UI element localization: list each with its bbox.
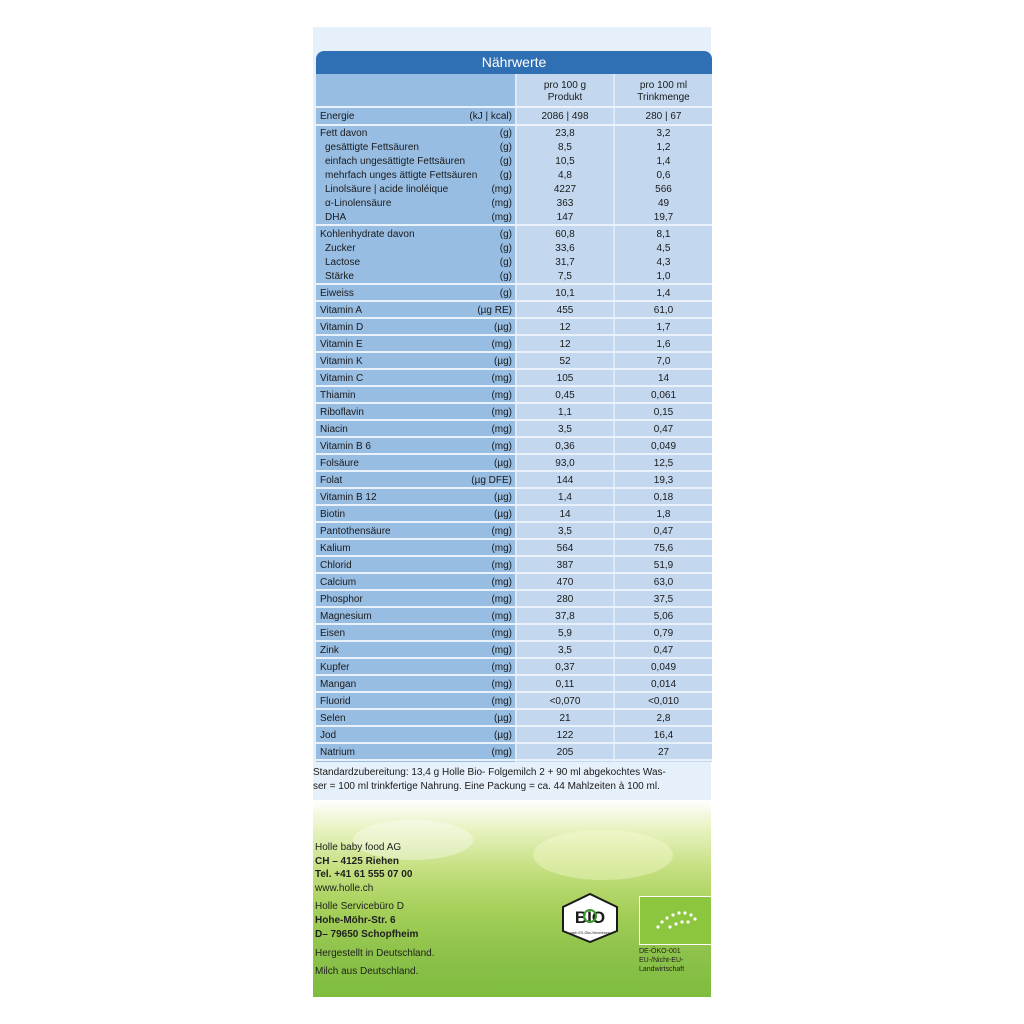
value-per-100ml: 0,15 — [653, 407, 674, 418]
value-per-100g: 7,5 — [558, 271, 572, 282]
nutrient-unit: (g) — [499, 243, 512, 254]
value-per-100g: 387 — [556, 560, 574, 571]
value-per-100g: 144 — [556, 475, 574, 486]
nutrient-unit: (mg) — [491, 594, 512, 605]
value-per-100ml: 75,6 — [653, 543, 674, 554]
cloud-highlight — [353, 820, 473, 860]
column-header-per-100g — [517, 80, 613, 104]
value-per-100ml: 280 | 67 — [645, 111, 682, 122]
eu-certification-text — [639, 947, 684, 974]
nutrient-unit: (g) — [499, 128, 512, 139]
value-per-100g: 12 — [559, 322, 571, 333]
value-per-100ml: 7,0 — [656, 356, 671, 367]
value-per-100g: 4,8 — [558, 170, 572, 181]
row-separator — [316, 742, 712, 744]
value-per-100ml: 0,014 — [650, 679, 677, 690]
nutrient-label: Vitamin A — [320, 305, 363, 316]
nutrient-unit: (µg) — [494, 713, 512, 724]
table-title: Nährwerte — [316, 51, 712, 74]
row-separator — [316, 504, 712, 506]
value-per-100ml: 49 — [657, 198, 670, 209]
nutrient-label: Vitamin E — [320, 339, 363, 350]
nutrient-unit: (µg) — [494, 509, 512, 520]
service-street: Hohe-Möhr-Str. 6 — [315, 915, 396, 926]
nutrient-unit: (g) — [499, 170, 512, 181]
nutrient-unit: (mg) — [491, 339, 512, 350]
preparation-note — [313, 766, 711, 794]
nutrient-label: Vitamin D — [320, 322, 364, 333]
value-per-100ml: 14 — [657, 373, 670, 384]
value-per-100g: 4227 — [553, 184, 577, 195]
row-separator — [316, 708, 712, 710]
value-per-100ml: 1,2 — [656, 142, 671, 153]
nutrient-unit: (mg) — [491, 696, 512, 707]
value-per-100ml: 19,3 — [653, 475, 674, 486]
value-per-100g: 1,1 — [558, 407, 572, 418]
nutrient-unit: (µg) — [494, 730, 512, 741]
row-separator — [316, 623, 712, 625]
nutrient-label: Kupfer — [320, 662, 350, 673]
value-per-100ml: 0,061 — [650, 390, 677, 401]
nutrient-unit: (µg) — [494, 322, 512, 333]
nutrient-label: Calcium — [320, 577, 357, 588]
nutrient-label: Folsäure — [320, 458, 359, 469]
company-website: www.holle.ch — [315, 883, 374, 894]
nutrient-label: mehrfach unges ättigte Fettsäuren — [325, 170, 478, 181]
nutrient-unit: (µg) — [494, 356, 512, 367]
value-per-100ml: 63,0 — [653, 577, 674, 588]
nutrient-unit: (g) — [499, 142, 512, 153]
nutrient-unit: (g) — [499, 156, 512, 167]
row-separator — [316, 538, 712, 540]
nutrient-unit: (g) — [499, 288, 512, 299]
nutrient-unit: (mg) — [491, 560, 512, 571]
value-per-100g: 14 — [559, 509, 571, 520]
nutrient-label: Folat — [320, 475, 343, 486]
service-zip: D– 79650 Schopfheim — [315, 929, 419, 940]
milk-origin-note: Milch aus Deutschland. — [315, 966, 419, 977]
row-separator — [316, 368, 712, 370]
value-per-100g: 1,4 — [558, 492, 572, 503]
made-in-note: Hergestellt in Deutschland. — [315, 948, 435, 959]
value-per-100g: 280 — [556, 594, 574, 605]
nutrient-label: Energie — [320, 111, 355, 122]
nutrient-unit: (g) — [499, 271, 512, 282]
nutrient-unit: (mg) — [491, 543, 512, 554]
value-per-100g: 31,7 — [555, 257, 575, 268]
nutrient-label: Biotin — [320, 509, 346, 520]
nutrient-unit: (mg) — [491, 198, 512, 209]
value-per-100ml: 12,5 — [653, 458, 674, 469]
value-per-100ml: 3,2 — [656, 128, 671, 139]
value-per-100g: 33,6 — [555, 243, 575, 254]
value-per-100ml: 0,47 — [653, 645, 674, 656]
row-separator — [316, 640, 712, 642]
value-per-100g: 12 — [559, 339, 571, 350]
preparation-note-line: Standardzubereitung: 13,4 g Holle Bio- Folgemilch 2 + 90 ml abgekochtes Was- — [313, 767, 666, 778]
row-separator — [316, 725, 712, 727]
value-per-100g: 37,8 — [555, 611, 575, 622]
nutrient-label: Chlorid — [320, 560, 352, 571]
nutrient-label: Riboflavin — [320, 407, 364, 418]
nutrient-label: Jod — [320, 730, 337, 741]
nutrient-label: Phosphor — [320, 594, 363, 605]
nutrient-unit: (g) — [499, 257, 512, 268]
value-per-100g: 105 — [556, 373, 574, 384]
row-separator — [316, 759, 712, 761]
nutrient-unit: (mg) — [491, 611, 512, 622]
value-per-100ml: 5,06 — [653, 611, 674, 622]
bio-seal-text: BIO — [574, 908, 606, 927]
column-header-line: Trinkmenge — [637, 92, 690, 103]
value-per-100g: 455 — [556, 305, 574, 316]
value-per-100g: 564 — [556, 543, 574, 554]
value-per-100ml: 0,049 — [650, 662, 677, 673]
eu-organic-leaf-icon — [639, 896, 712, 945]
value-per-100ml: 0,47 — [653, 526, 674, 537]
nutrient-unit: (mg) — [491, 526, 512, 537]
value-per-100g: 0,45 — [555, 390, 575, 401]
value-per-100g: 10,5 — [555, 156, 575, 167]
value-per-100ml: 37,5 — [653, 594, 674, 605]
value-per-100ml: 51,9 — [653, 560, 674, 571]
value-per-100ml: 16,4 — [653, 730, 674, 741]
value-per-100g: 21 — [559, 713, 571, 724]
row-separator — [316, 487, 712, 489]
row-separator — [316, 351, 712, 353]
value-per-100ml: 0,6 — [656, 170, 671, 181]
row-separator — [316, 521, 712, 523]
value-per-100ml: 0,18 — [653, 492, 674, 503]
nutrient-label: Thiamin — [320, 390, 356, 401]
nutrient-label: DHA — [325, 212, 347, 223]
nutrient-label: Vitamin C — [320, 373, 364, 384]
value-per-100g: 363 — [556, 198, 574, 209]
value-per-100ml: 4,5 — [656, 243, 671, 254]
nutrient-label: Kalium — [320, 543, 351, 554]
bio-seal-icon — [560, 893, 620, 943]
nutrient-label: Stärke — [325, 271, 354, 282]
value-per-100ml: 27 — [657, 747, 670, 758]
nutrient-label: Vitamin B 12 — [320, 492, 377, 503]
value-per-100ml: <0,010 — [648, 696, 679, 707]
eu-cert-line: EU-/Nicht-EU- — [639, 957, 684, 964]
value-per-100g: 5,9 — [558, 628, 572, 639]
value-per-100g: 3,5 — [558, 424, 572, 435]
value-per-100ml: 0,049 — [650, 441, 677, 452]
nutrient-label: Linolsäure | acide linoléique — [325, 184, 449, 195]
nutrition-table — [316, 74, 712, 762]
value-per-100g: 8,5 — [558, 142, 572, 153]
nutrient-label: Kohlenhydrate davon — [320, 229, 415, 240]
row-separator — [316, 470, 712, 472]
value-per-100g: 0,11 — [555, 679, 575, 690]
row-separator — [316, 555, 712, 557]
service-office: Holle Servicebüro D — [315, 901, 404, 912]
nutrient-label: Fluorid — [320, 696, 351, 707]
nutrient-label: Pantothensäure — [320, 526, 391, 537]
nutrient-unit: (µg RE) — [477, 305, 512, 316]
nutrient-unit: (mg) — [491, 212, 512, 223]
preparation-note-line: ser = 100 ml trinkfertige Nahrung. Eine Packung = ca. 44 Mahlzeiten à 100 ml. — [313, 781, 660, 792]
row-separator — [316, 572, 712, 574]
nutrient-unit: (mg) — [491, 662, 512, 673]
row-separator — [316, 691, 712, 693]
nutrient-label: Vitamin B 6 — [320, 441, 371, 452]
value-per-100ml: 1,0 — [656, 271, 671, 282]
nutrient-label: Zink — [320, 645, 339, 656]
column-header-line: pro 100 g — [543, 80, 587, 91]
row-separator — [316, 334, 712, 336]
column-header-line: Produkt — [547, 92, 583, 103]
nutrient-label: Niacin — [320, 424, 348, 435]
nutrient-unit: (mg) — [491, 747, 512, 758]
value-per-100g: <0,070 — [549, 696, 581, 707]
nutrient-label: Lactose — [325, 257, 361, 268]
row-separator — [316, 674, 712, 676]
nutrient-label: Mangan — [320, 679, 357, 690]
nutrient-label: Vitamin K — [320, 356, 363, 367]
nutrient-unit: (mg) — [491, 390, 512, 401]
row-separator — [316, 453, 712, 455]
nutrient-unit: (mg) — [491, 645, 512, 656]
row-separator — [316, 657, 712, 659]
nutrient-label: Natrium — [320, 747, 356, 758]
value-per-100ml: 1,7 — [656, 322, 671, 333]
row-separator — [316, 589, 712, 591]
nutrient-unit: (µg) — [494, 458, 512, 469]
nutrient-label: Magnesium — [320, 611, 372, 622]
value-per-100g: 2086 | 498 — [541, 111, 589, 122]
nutrient-unit: (mg) — [491, 441, 512, 452]
nutrient-label: einfach ungesättigte Fettsäuren — [325, 156, 466, 167]
value-per-100g: 10,1 — [555, 288, 575, 299]
value-per-100ml: 2,8 — [656, 713, 671, 724]
value-per-100g: 0,37 — [555, 662, 575, 673]
nutrient-unit: (µg DFE) — [471, 475, 512, 486]
row-separator — [316, 606, 712, 608]
value-per-100g: 23,8 — [555, 128, 575, 139]
row-separator — [316, 106, 712, 108]
nutrient-unit: (mg) — [491, 679, 512, 690]
value-per-100g: 122 — [556, 730, 574, 741]
company-name: Holle baby food AG — [315, 842, 402, 853]
nutrient-label: Eisen — [320, 628, 346, 639]
value-per-100g: 3,5 — [558, 645, 572, 656]
value-per-100ml: 19,7 — [653, 212, 674, 223]
row-separator — [316, 436, 712, 438]
value-per-100ml: 1,4 — [656, 156, 671, 167]
eu-cert-line: Landwirtschaft — [639, 966, 685, 973]
value-per-100g: 0,36 — [555, 441, 575, 452]
nutrient-unit: (kJ | kcal) — [469, 111, 512, 122]
value-per-100g: 205 — [556, 747, 574, 758]
column-header-per-100ml — [615, 80, 712, 104]
value-per-100g: 52 — [559, 356, 571, 367]
row-separator — [316, 224, 712, 226]
row-separator — [316, 402, 712, 404]
value-per-100g: 3,5 — [558, 526, 572, 537]
nutrient-unit: (mg) — [491, 628, 512, 639]
eu-cert-line: DE-ÖKO-001 — [639, 948, 681, 955]
row-separator — [316, 124, 712, 126]
value-per-100ml: 0,79 — [653, 628, 674, 639]
value-per-100ml: 566 — [655, 184, 672, 195]
value-per-100ml: 4,3 — [656, 257, 671, 268]
company-city: CH – 4125 Riehen — [315, 856, 399, 867]
value-per-100ml: 8,1 — [656, 229, 671, 240]
nutrient-unit: (mg) — [491, 577, 512, 588]
value-per-100ml: 61,0 — [653, 305, 674, 316]
nutrient-label: gesättigte Fettsäuren — [325, 142, 419, 153]
bio-seal-subtext: nach EG-Öko-Verordnung — [569, 931, 611, 935]
column-header-line: pro 100 ml — [639, 80, 688, 91]
value-per-100ml: 1,6 — [656, 339, 671, 350]
nutrient-unit: (mg) — [491, 184, 512, 195]
nutrient-unit: (g) — [499, 229, 512, 240]
row-separator — [316, 385, 712, 387]
value-per-100g: 60,8 — [555, 229, 575, 240]
value-per-100ml: 0,47 — [653, 424, 674, 435]
value-per-100ml: 1,8 — [656, 509, 671, 520]
row-separator — [316, 283, 712, 285]
nutrient-unit: (µg) — [494, 492, 512, 503]
nutrient-unit: (mg) — [491, 373, 512, 384]
value-per-100ml: 1,4 — [656, 288, 671, 299]
row-separator — [316, 300, 712, 302]
row-separator — [316, 419, 712, 421]
cloud-highlight — [533, 830, 673, 880]
nutrient-label: Fett davon — [320, 128, 368, 139]
value-per-100g: 470 — [556, 577, 574, 588]
nutrient-unit: (mg) — [491, 407, 512, 418]
company-phone: Tel. +41 61 555 07 00 — [315, 869, 413, 880]
nutrient-label: Selen — [320, 713, 346, 724]
nutrient-label: α-Linolensäure — [325, 198, 392, 209]
value-per-100g: 93,0 — [555, 458, 575, 469]
nutrient-label: Eiweiss — [320, 288, 354, 299]
nutrient-label: Zucker — [325, 243, 356, 254]
nutrient-unit: (mg) — [491, 424, 512, 435]
row-separator — [316, 317, 712, 319]
value-per-100g: 147 — [556, 212, 574, 223]
